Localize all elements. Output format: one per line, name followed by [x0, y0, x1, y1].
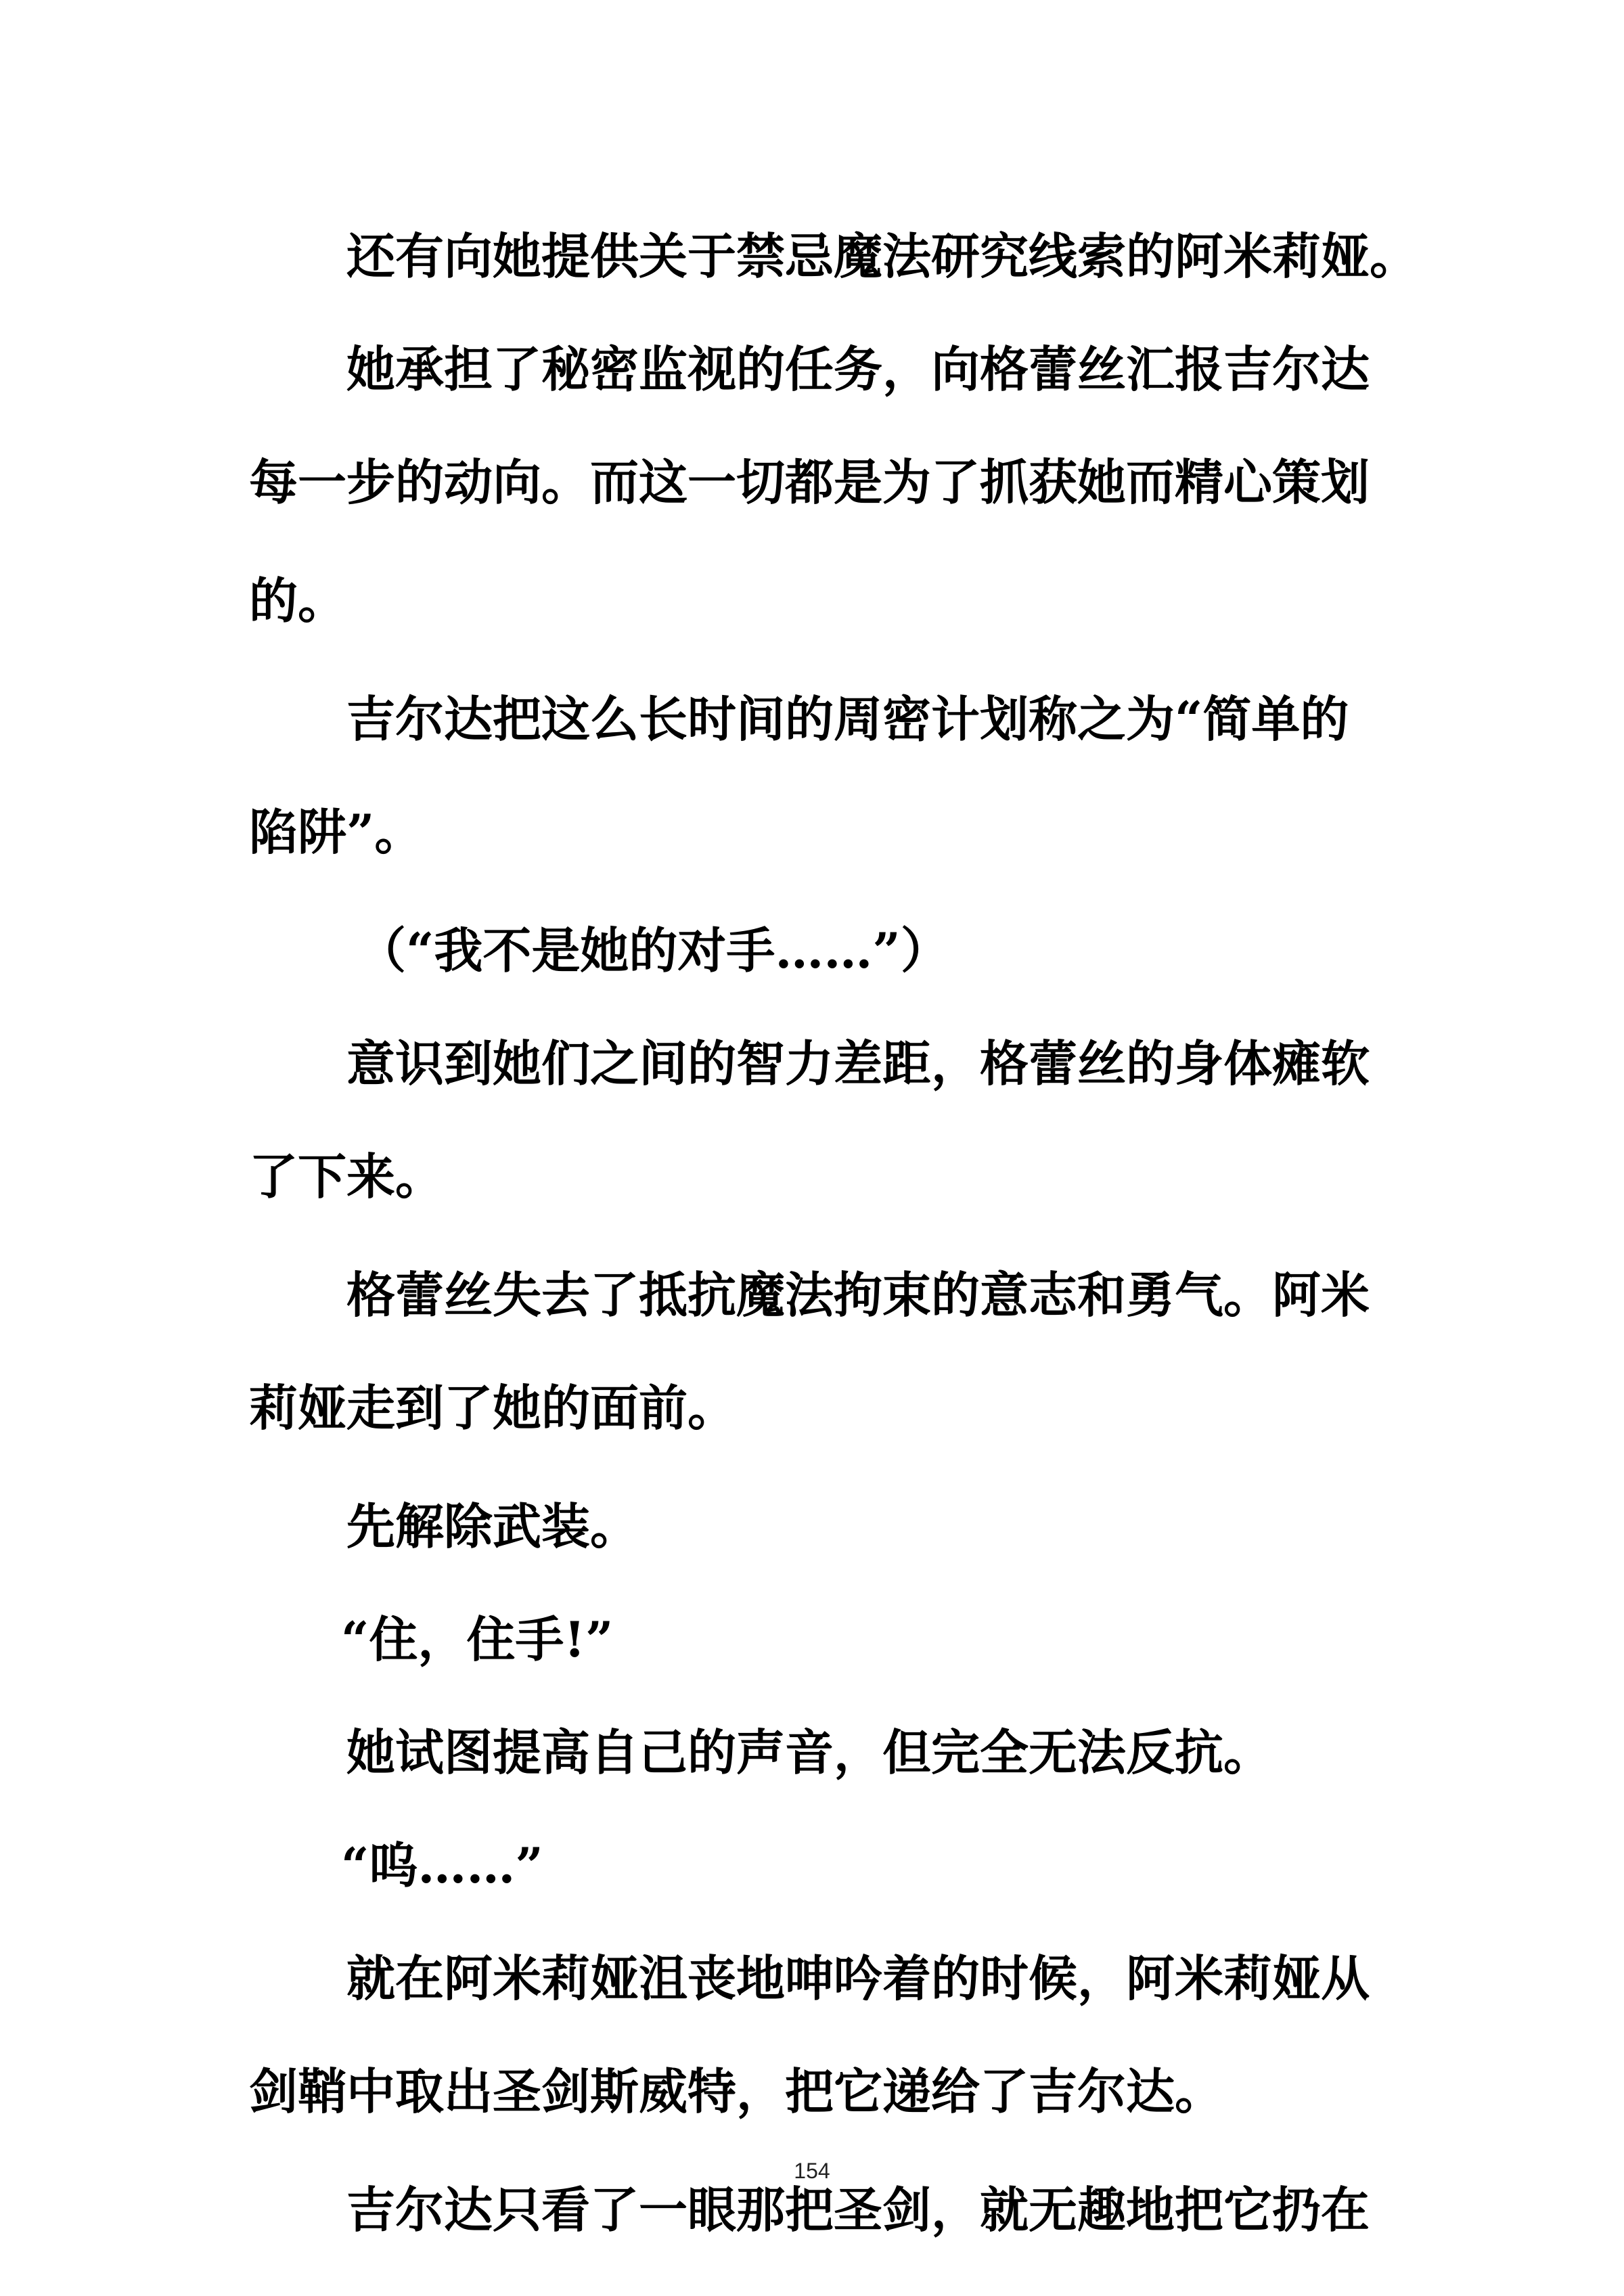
text-line: 吉尔达只看了一眼那把圣剑，就无趣地把它扔在: [346, 2181, 1370, 2238]
text-line: （“我不是她的对手……”）: [357, 922, 949, 979]
text-line: 莉娅走到了她的面前。: [249, 1379, 737, 1437]
text-line: 她承担了秘密监视的任务，向格蕾丝汇报吉尔达: [346, 340, 1370, 398]
text-line: “住，住手!”: [341, 1611, 614, 1668]
text-line: 先解除武装。: [346, 1498, 639, 1555]
body-text: [249, 211, 1419, 2278]
text-line: 还有向她提供关于禁忌魔法研究线索的阿米莉娅。: [346, 227, 1419, 285]
text-line: 了下来。: [249, 1148, 445, 1205]
text-line: “呜……”: [341, 1837, 543, 1894]
text-line: 就在阿米莉娅沮丧地呻吟着的时候，阿米莉娅从: [346, 1950, 1370, 2007]
text-line: 每一步的动向。而这一切都是为了抓获她而精心策划: [249, 453, 1370, 511]
text-line: 的。: [249, 572, 347, 629]
text-line: 意识到她们之间的智力差距，格蕾丝的身体瘫软: [346, 1035, 1370, 1092]
text-line: 吉尔达把这么长时间的周密计划称之为“简单的: [346, 690, 1349, 748]
text-line: 剑鞘中取出圣剑斯威特，把它递给了吉尔达。: [249, 2063, 1224, 2120]
page-number: 154: [794, 2159, 830, 2183]
text-line: 陷阱”。: [249, 803, 424, 861]
text-line: 格蕾丝失去了抵抗魔法拘束的意志和勇气。阿米: [346, 1266, 1370, 1324]
text-line: 她试图提高自己的声音，但完全无法反抗。: [346, 1724, 1273, 1781]
